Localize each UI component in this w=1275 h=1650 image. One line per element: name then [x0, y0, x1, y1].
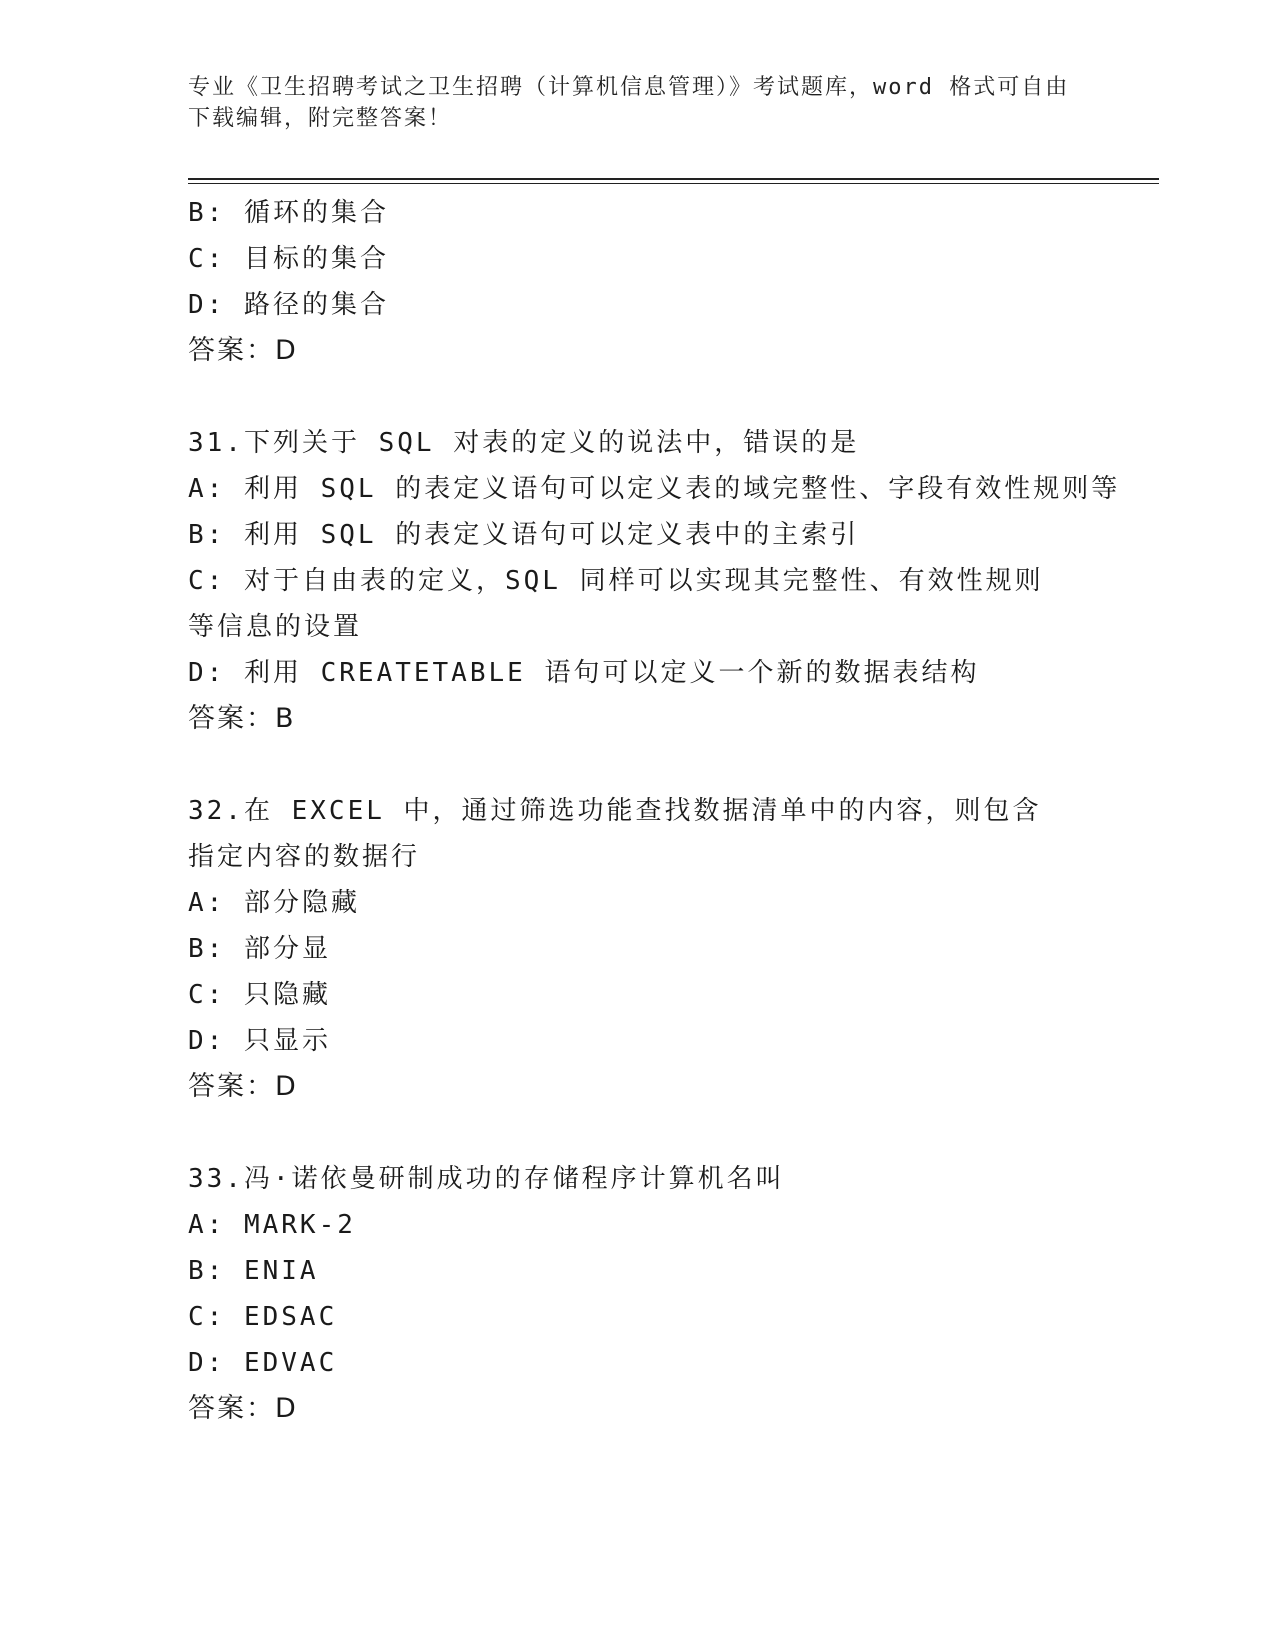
- option-c: C: 目标的集合: [188, 244, 389, 274]
- question-stem: 33.冯·诺依曼研制成功的存储程序计算机名叫: [188, 1164, 785, 1194]
- option-d: D: 路径的集合: [188, 290, 389, 320]
- option-b: B: 循环的集合: [188, 198, 389, 228]
- option-d: D: EDVAC: [188, 1348, 338, 1378]
- option-b: B: 利用 SQL 的表定义语句可以定义表中的主索引: [188, 520, 860, 550]
- option-c: C: 只隐藏: [188, 980, 331, 1010]
- answer-line: 答案：D: [188, 335, 298, 366]
- option-a: A: 利用 SQL 的表定义语句可以定义表的域完整性、字段有效性规则等: [188, 474, 1121, 504]
- answer-line: 答案：B: [188, 703, 296, 734]
- page-header: 专业《卫生招聘考试之卫生招聘（计算机信息管理）》考试题库，word 格式可自由下载编辑，附完整答案！: [188, 75, 1070, 131]
- header-rule: [188, 178, 1159, 184]
- question-31: [188, 420, 1121, 742]
- option-c: C: EDSAC: [188, 1302, 338, 1332]
- question-33: [188, 1156, 1088, 1432]
- option-b: B: 部分显: [188, 934, 331, 964]
- header-rule-line-thin: [188, 183, 1159, 184]
- question-list: [188, 190, 1121, 1432]
- question-stem: 32.在 EXCEL 中，通过筛选功能查找数据清单中的内容，则包含指定内容的数据行: [188, 796, 1042, 872]
- question-gap: [188, 742, 1088, 788]
- question-stem: 31.下列关于 SQL 对表的定义的说法中，错误的是: [188, 428, 860, 458]
- answer-line: 答案：D: [188, 1393, 298, 1424]
- question-fragment: [188, 190, 1088, 374]
- header-rule-line-thick: [188, 178, 1159, 180]
- option-a: A: MARK-2: [188, 1210, 356, 1240]
- option-d: D: 只显示: [188, 1026, 331, 1056]
- option-b: B: ENIA: [188, 1256, 319, 1286]
- option-c: C: 对于自由表的定义，SQL 同样可以实现其完整性、有效性规则等信息的设置: [188, 566, 1044, 642]
- question-gap: [188, 1110, 1088, 1156]
- option-a: A: 部分隐藏: [188, 888, 360, 918]
- question-32: [188, 788, 1088, 1110]
- answer-line: 答案：D: [188, 1071, 298, 1102]
- question-gap: [188, 374, 1088, 420]
- option-d: D: 利用 CREATETABLE 语句可以定义一个新的数据表结构: [188, 658, 980, 688]
